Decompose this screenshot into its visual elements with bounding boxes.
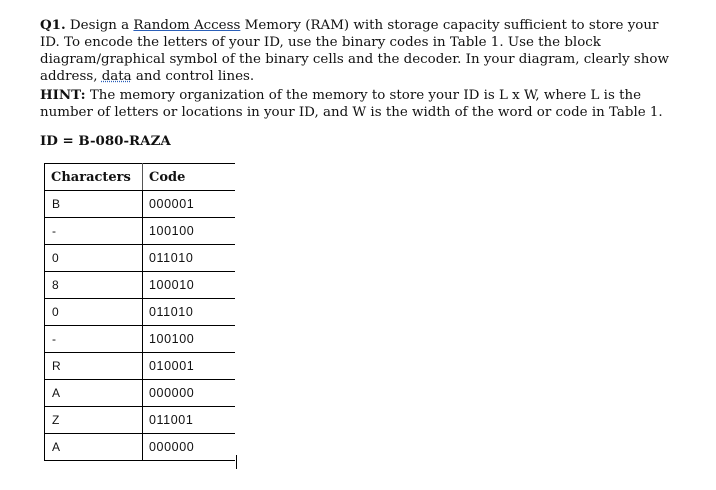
table-row [45, 299, 236, 326]
code-cell: 011010 [143, 245, 236, 272]
table-row [45, 218, 236, 245]
question-text-part1: Design a [65, 18, 134, 33]
char-cell: R [45, 353, 143, 380]
code-cell: 100010 [143, 272, 236, 299]
code-cell: 000000 [143, 434, 236, 461]
random-access-link[interactable]: Random Access [133, 18, 241, 33]
hint-label: HINT: [40, 87, 86, 103]
char-cell: 8 [45, 272, 143, 299]
question-paragraph [40, 17, 680, 85]
header-characters: Characters [45, 164, 143, 191]
table-end-marker [236, 455, 237, 469]
char-cell: - [45, 326, 143, 353]
header-code: Code [143, 164, 236, 191]
char-cell: 0 [45, 299, 143, 326]
question-label: Q1. [40, 17, 66, 33]
table-header-row [45, 164, 236, 191]
table-row [45, 326, 236, 353]
id-line: ID = B-080-RAZA [40, 133, 171, 149]
table-row [45, 353, 236, 380]
question-text-part2: Memory (RAM) with storage capacity sufficient to store your ID. To encode the letters of your ID, use the binary codes in Table 1. Use the block diagram/graphical symbol of the binary cells and the decoder. In your diagram, clearly show address, [40, 18, 669, 84]
data-spellcheck-word[interactable]: data [101, 69, 132, 84]
question-text-part3: and control lines. [131, 69, 255, 84]
code-cell: 011010 [143, 299, 236, 326]
table-row [45, 434, 236, 461]
char-cell: A [45, 380, 143, 407]
code-cell: 000001 [143, 191, 236, 218]
table-row [45, 380, 236, 407]
code-cell: 011001 [143, 407, 236, 434]
table-row [45, 272, 236, 299]
char-cell: B [45, 191, 143, 218]
char-cell: - [45, 218, 143, 245]
table-row [45, 407, 236, 434]
hint-paragraph [40, 87, 680, 121]
table-row [45, 191, 236, 218]
code-cell: 100100 [143, 326, 236, 353]
char-cell: Z [45, 407, 143, 434]
binary-code-table [44, 163, 235, 461]
code-cell: 100100 [143, 218, 236, 245]
char-cell: A [45, 434, 143, 461]
code-cell: 000000 [143, 380, 236, 407]
table-row [45, 245, 236, 272]
char-cell: 0 [45, 245, 143, 272]
code-cell: 010001 [143, 353, 236, 380]
hint-text: The memory organization of the memory to store your ID is L x W, where L is the number of letters or locations in your ID, and W is the width of the word or code in Table 1. [40, 88, 663, 120]
